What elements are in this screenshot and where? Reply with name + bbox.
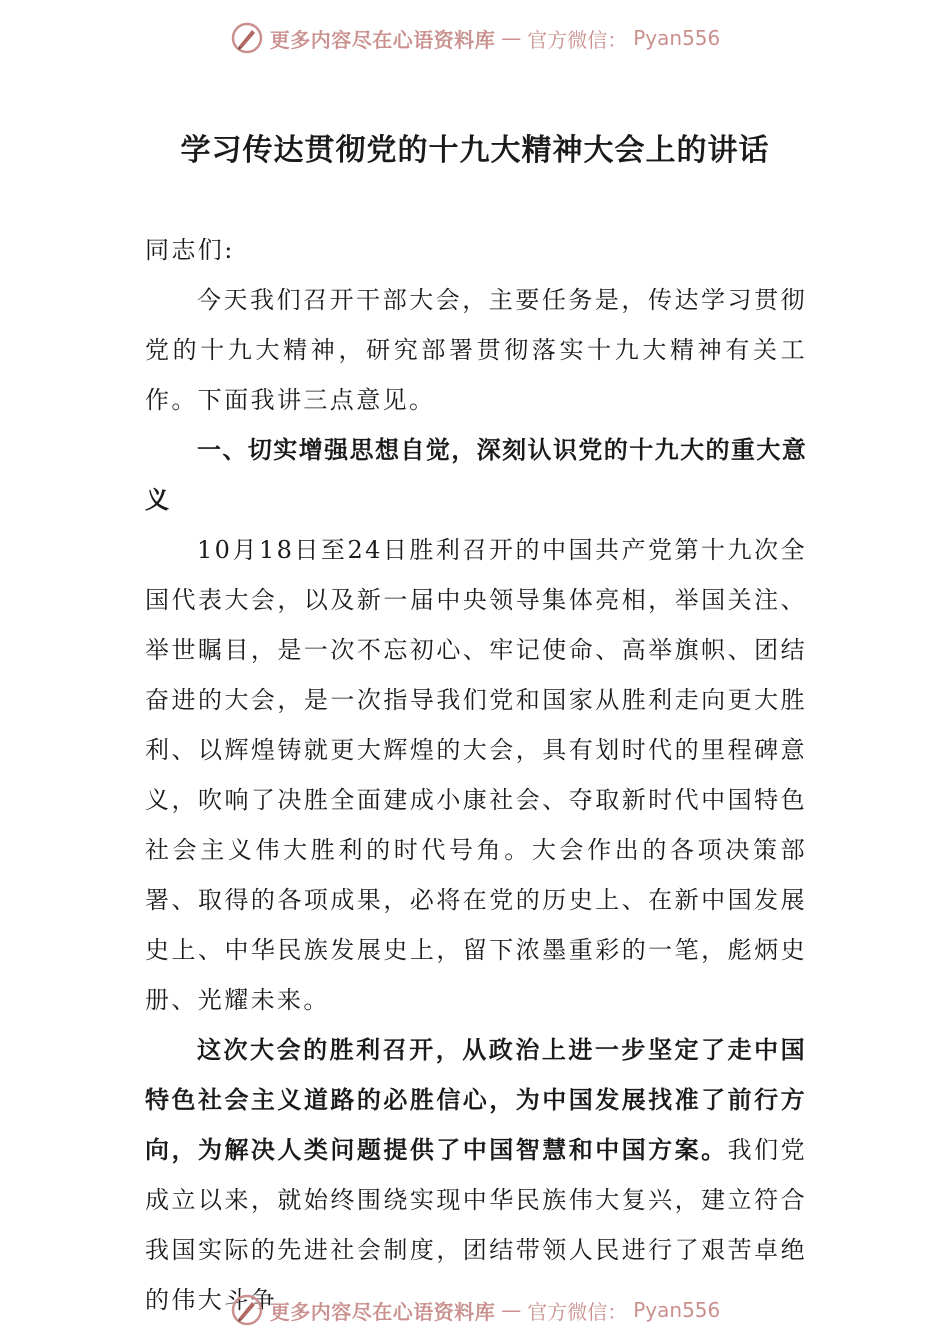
watermark-wechat-id: Pyan556	[633, 1298, 721, 1322]
watermark-header	[0, 18, 950, 58]
body-paragraph: 10月18日至24日胜利召开的中国共产党第十九次全国代表大会，以及新一届中央领导集体亮相，举国关注、举世瞩目，是一次不忘初心、牢记使命、高举旗帜、团结奋进的大会，是一次指导我们党和国家从胜利走向更大胜利、以辉煌铸就更大辉煌的大会，具有划时代的里程碑意义，吹响了决胜全面建成小康社会、夺取新时代中国特色社会主义伟大胜利的时代号角。大会作出的各项决策部署、取得的各项成果，必将在党的历史上、在新中国发展史上、中华民族发展史上，留下浓墨重彩的一笔，彪炳史册、光耀未来。	[145, 536, 807, 1014]
pen-circle-logo-icon	[230, 21, 264, 55]
bold-lead-sentence: 这次大会的胜利召开，从政治上进一步坚定了走中国特色社会主义道路的必胜信心，为中国发展找准了前行方向，为解决人类问题提供了中国智慧和中国方案。	[145, 1035, 807, 1164]
watermark-text: 更多内容尽在心语资料库	[269, 1299, 496, 1324]
watermark-separator: —	[501, 26, 522, 50]
pen-circle-logo-icon	[230, 1293, 264, 1327]
document-title: 学习传达贯彻党的十九大精神大会上的讲话	[180, 133, 770, 168]
paragraph-continuation: 我们党成立以来，就始终围绕实现中华民族伟大复兴，建立符合我国实际的先进社会制度，团结带领人民进行了艰苦卓绝的伟大斗争	[145, 1136, 807, 1314]
salutation: 同志们:	[145, 236, 235, 264]
section-heading: 一、切实增强思想自觉，深刻认识党的十九大的重大意义	[145, 436, 807, 514]
watermark-wechat-id: Pyan556	[633, 26, 721, 50]
body-paragraph	[145, 1025, 807, 1325]
document-body	[145, 225, 807, 1325]
watermark-text: 更多内容尽在心语资料库	[269, 27, 496, 52]
watermark-wechat-label: 官方微信：	[527, 27, 628, 52]
watermark-separator: —	[501, 1298, 522, 1322]
watermark-footer	[0, 1290, 950, 1330]
watermark-wechat-label: 官方微信：	[527, 1299, 628, 1324]
intro-paragraph: 今天我们召开干部大会，主要任务是，传达学习贯彻党的十九大精神，研究部署贯彻落实十九大精神有关工作。下面我讲三点意见。	[145, 286, 807, 414]
